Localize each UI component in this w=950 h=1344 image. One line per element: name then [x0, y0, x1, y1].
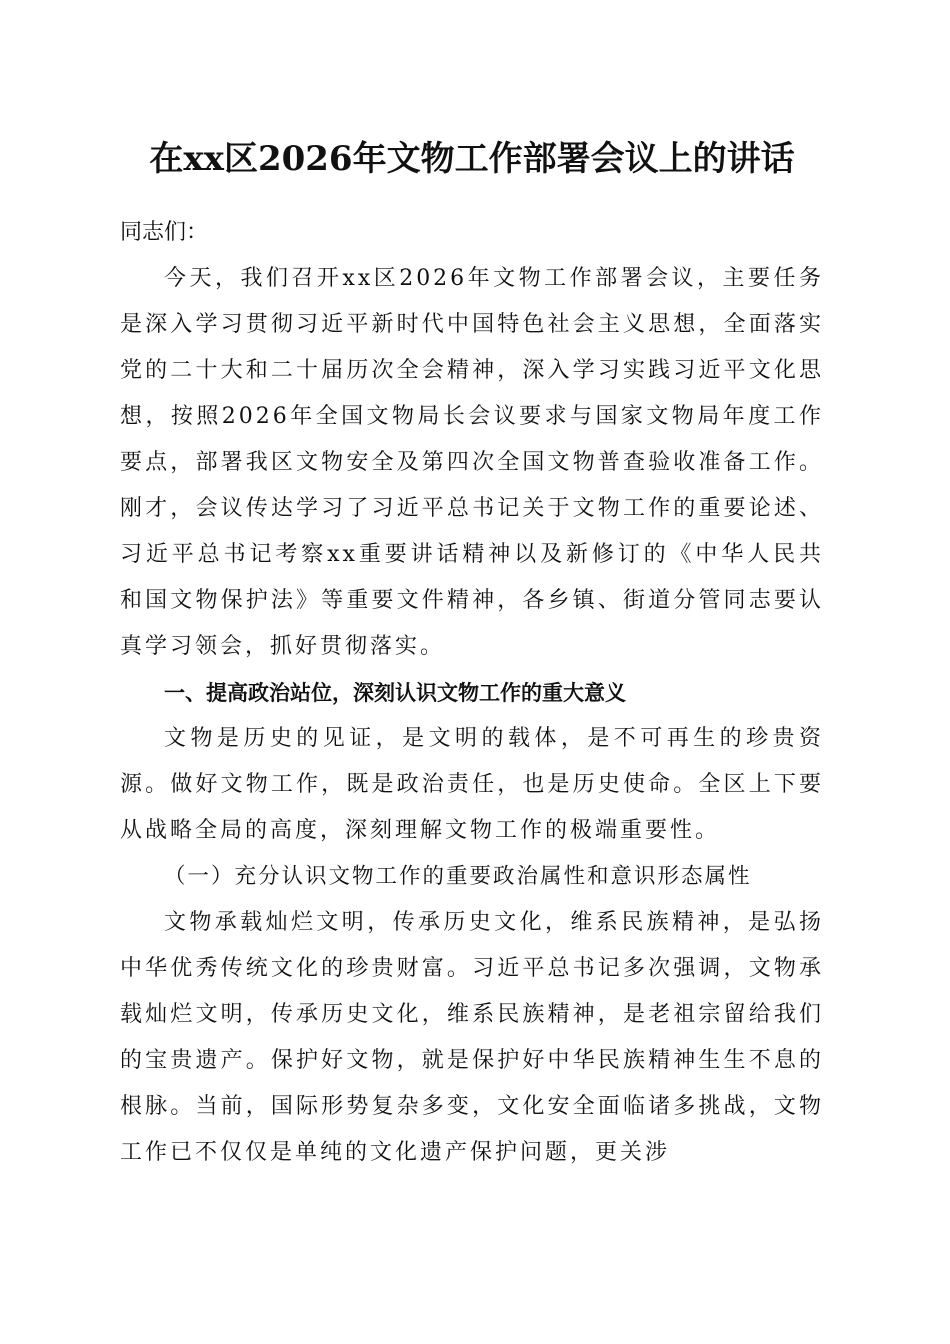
subsection-1-heading: （一）充分认识文物工作的重要政治属性和意识形态属性 [164, 864, 752, 889]
intro-paragraph: 今天，我们召开xx区2026年文物工作部署会议，主要任务是深入学习贯彻习近平新时代中国特色社会主义思想，全面落实党的二十大和二十届历次全会精神，深入学习实践习近平文化思想，按照2026年全国文物局长会议要求与国家文物局年度工作要点，部署我区文物安全及第四次全国文物普查验收准备工作。刚才，会议传达学习了习近平总书记关于文物工作的重要论述、习近平总书记考察xx重要讲话精神以及新修订的《中华人民共和国文物保护法》等重要文件精神，各乡镇、街道分管同志要认真学习领会，抓好贯彻落实。 [120, 266, 824, 659]
section-1-paragraph: 文物是历史的见证，是文明的载体，是不可再生的珍贵资源。做好文物工作，既是政治责任，也是历史使命。全区上下要从战略全局的高度，深刻理解文物工作的极端重要性。 [120, 726, 824, 843]
document-title: 在xx区2026年文物工作部署会议上的讲话 [149, 139, 795, 179]
salutation: 同志们： [120, 220, 209, 245]
subsection-1-paragraph: 文物承载灿烂文明，传承历史文化，维系民族精神，是弘扬中华优秀传统文化的珍贵财富。习近平总书记多次强调，文物承载灿烂文明，传承历史文化，维系民族精神，是老祖宗留给我们的宝贵遗产。保护好文物，就是保护好中华民族精神生生不息的根脉。当前，国际形势复杂多变，文化安全面临诸多挑战，文物工作已不仅仅是单纯的文化遗产保护问题，更关涉 [120, 910, 824, 1165]
document-page [120, 128, 824, 1176]
section-1-heading: 一、提高政治站位，深刻认识文物工作的重大意义 [164, 681, 626, 705]
